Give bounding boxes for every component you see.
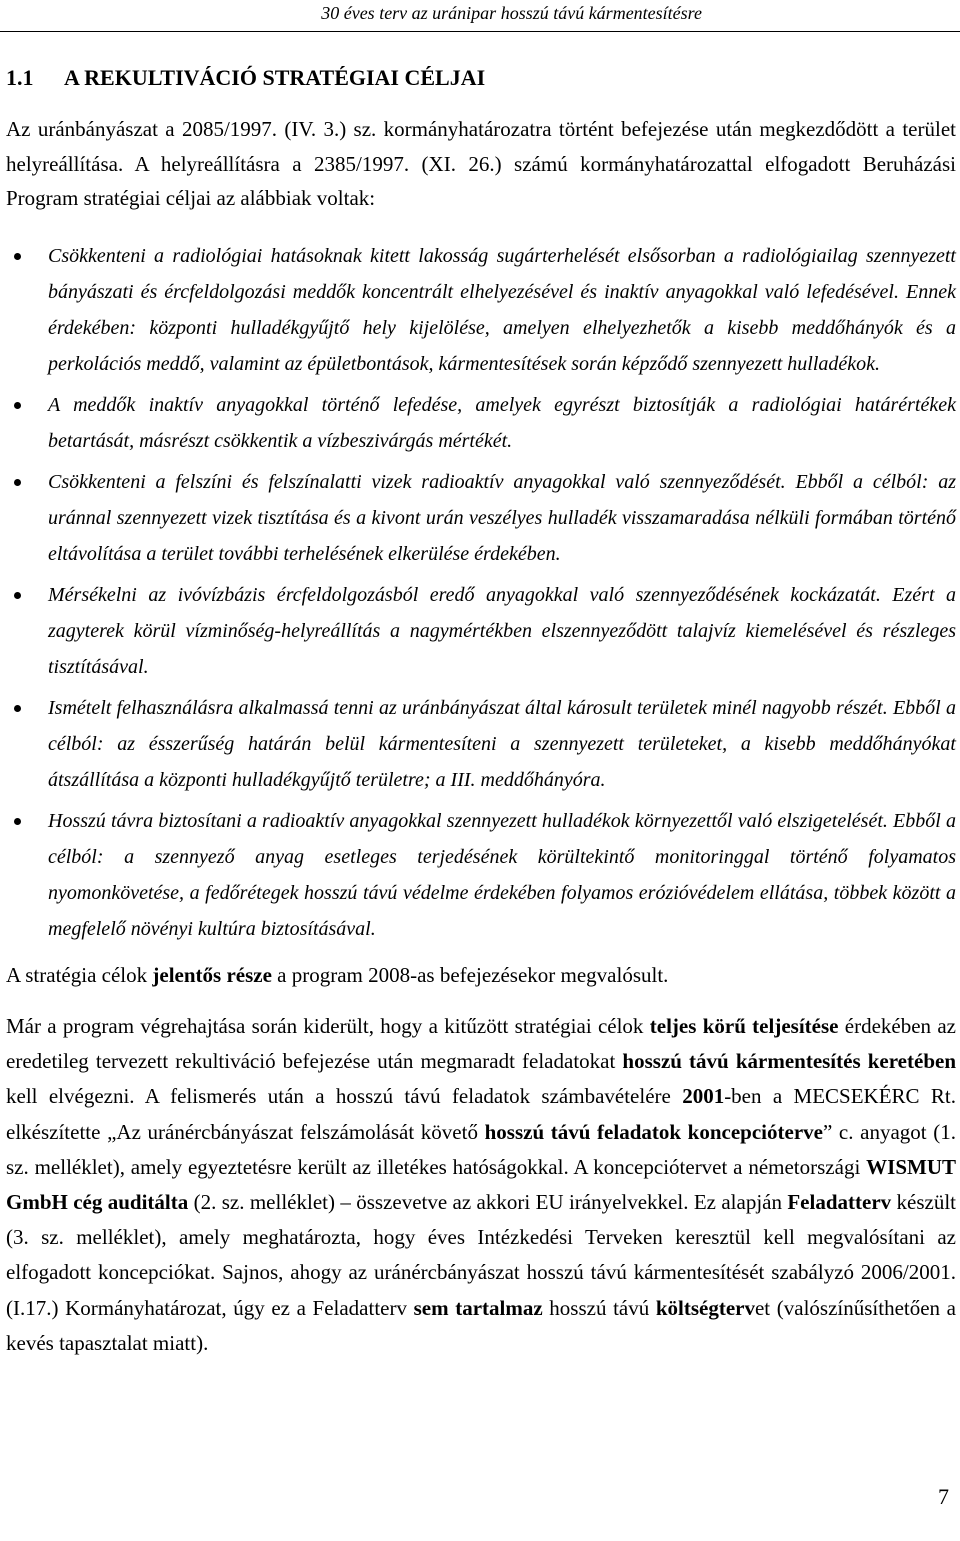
text-run: ” c. anyagot (1. sz. melléklet), amely egyeztetésre került az illetékes hatóságokkal. A koncepciótervet a németországi (6, 1119, 956, 1179)
bold-run: költségterv (655, 1295, 755, 1320)
goal-text: Csökkenteni a radiológiai hatásoknak kitett lakosság sugárterhelését elsősorban a radiológiailag szennyezett bányászati és ércfeldolgozási meddők koncentrált elhelyezésével és inaktív anyagokkal való lefedésével. Ennek érdekében: központi hulladékgyűjtő hely kijelölése, amelyen elhelyezhetők a kisebb meddőhányók és a perkolációs meddő, valamint az épületbontások, kármentesítések során képződő szennyezett hulladékok. (48, 245, 956, 375)
summary-paragraph (6, 958, 956, 992)
goal-text: Hosszú távra biztosítani a radioaktív anyagokkal szennyezett hulladékok környezettől való elszigetelését. Ebből a célból: a szennyező anyag esetleges terjedésének körültekintő monitoringgal történő folyamatos nyomonkövetése, a fedőrétegek hosszú távú védelme érdekében folyamos erózióvédelem ellátása, többek között a megfelelő növényi kultúra biztosításával. (48, 810, 956, 940)
text-run: kell elvégezni. A felismerés után a hosszú távú feladatok számbavételére (6, 1084, 683, 1109)
bold-run: WISMUT GmbH cég auditálta (6, 1154, 956, 1215)
bold-run: hosszú távú feladatok koncepcióterve (484, 1119, 823, 1144)
page-number: 7 (938, 1484, 949, 1509)
bullet-icon (14, 479, 21, 486)
bullet-icon (14, 253, 21, 260)
goal-text: Csökkenteni a felszíni és felszínalatti vizek radioaktív anyagokkal való szennyeződését. Ebből a célból: az uránnal szennyezett vizek tisztítása és a kivont urán veszélyes hulladék visszamaradása nélküli formában történő eltávolítása a terület további terhelésének elkerülése érdekében. (48, 471, 956, 565)
header-rule (0, 31, 960, 32)
goal-item (6, 387, 956, 459)
bold-run: jelentős része (152, 963, 272, 987)
goal-text: Ismételt felhasználásra alkalmassá tenni az uránbányászat által károsult területek minél nagyobb részét. Ebből a célból: az ésszerűség határán belül kármentesíteni a szennyezett területeket, a kisebb meddőhányókat átszállítása a központi hulladékgyűjtő területre; a III. meddőhányóra. (48, 697, 956, 791)
goals-list (6, 238, 956, 947)
section-heading (6, 63, 485, 93)
text-run: Már a program végrehajtása során kiderült, hogy a kitűzött stratégiai célok (6, 1014, 650, 1038)
running-header: 30 éves terv az uránipar hosszú távú kármentesítésre (321, 3, 702, 23)
text-run: (2. sz. melléklet) – összevetve az akkori EU irányelvekkel. Ez alapján (188, 1190, 788, 1215)
text-run: a program 2008-as befejezésekor megvalósult. (271, 963, 669, 987)
text-run: készült (3. sz. melléklet), amely meghatározta, hogy éves Intézkedési Terveken keresztül kell megvalósítani az elfogadott koncepciókat. Sajnos, ahogy az uránércbányászat hosszú távú kármentesítését szabályzó 2006/2001. (I.17.) Kormányhatározat, úgy ez a Feladatterv (6, 1190, 957, 1320)
text-run: et (valószínűsíthetően a kevés tapasztalat miatt). (6, 1295, 956, 1355)
bold-run: teljes körű teljesítése (649, 1014, 839, 1038)
goal-item (6, 577, 956, 685)
bullet-icon (14, 705, 21, 712)
section-number: 1.1 (6, 65, 34, 90)
bold-run: Feladatterv (787, 1190, 892, 1215)
text-run: hosszú távú (542, 1295, 656, 1320)
text-run: érdekében az eredetileg tervezett rekultiváció befejezése után megmaradt feladatokat (6, 1014, 957, 1074)
intro-paragraph: Az uránbányászat a 2085/1997. (IV. 3.) sz. kormányhatározatra történt befejezése után megkezdődött a terület helyreállítása. A helyreállításra a 2385/1997. (XI. 26.) számú kormányhatározattal elfogadott Beruházási Program stratégiai céljai az alábbiak voltak: (6, 117, 956, 210)
goal-item (6, 803, 956, 947)
bold-run: sem tartalmaz (413, 1295, 543, 1320)
goal-item (6, 238, 956, 382)
bullet-icon (14, 818, 21, 825)
goal-item (6, 464, 956, 572)
goal-item (6, 690, 956, 798)
text-run: A stratégia célok (6, 963, 153, 987)
goal-text: Mérsékelni az ivóvízbázis ércfeldolgozásból eredő anyagokkal való szennyeződésének kockázatát. Ezért a zagyterek körül vízminőség-helyreállítás a nagymértékben elszennyeződött talajvíz kiemelésével és részleges tisztításával. (48, 584, 956, 678)
bullet-icon (14, 402, 21, 409)
bold-run: hosszú távú kármentesítés keretében (622, 1049, 956, 1074)
bold-run: 2001 (682, 1084, 725, 1109)
body-paragraph (6, 1009, 956, 1361)
bullet-icon (14, 592, 21, 599)
section-title: A REKULTIVÁCIÓ STRATÉGIAI CÉLJAI (64, 65, 486, 90)
text-run: -ben a MECSEKÉRC Rt. elkészítette „Az uránércbányászat felszámolását követő (6, 1084, 956, 1144)
goal-text: A meddők inaktív anyagokkal történő lefedése, amelyek egyrészt biztosítják a radiológiai határértékek betartását, másrészt csökkentik a vízbeszivárgás mértékét. (48, 394, 956, 452)
